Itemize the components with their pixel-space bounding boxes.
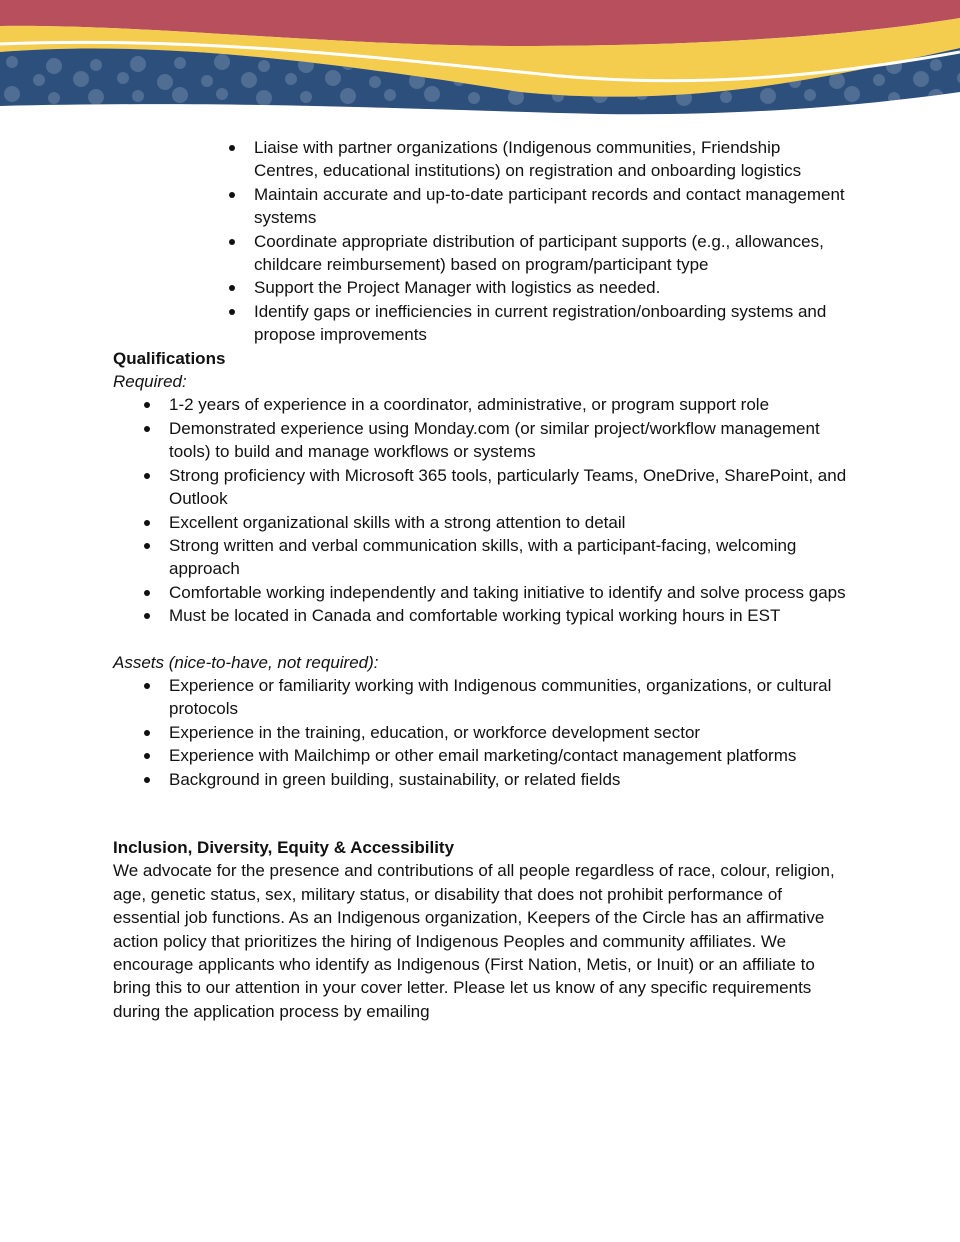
banner-dot (73, 71, 89, 87)
banner-dot (132, 90, 144, 102)
banner-dot (384, 89, 396, 101)
list-item: Strong proficiency with Microsoft 365 tools, particularly Teams, OneDrive, SharePoint, and Outlook (169, 464, 848, 511)
list-item: Support the Project Manager with logistics as needed. (254, 276, 848, 299)
qualifications-heading: Qualifications (113, 348, 226, 368)
list-item: Comfortable working independently and taking initiative to identify and solve process gaps (169, 581, 848, 604)
banner-dot (90, 59, 102, 71)
list-item: Excellent organizational skills with a strong attention to detail (169, 511, 848, 534)
banner-dot (930, 59, 942, 71)
banner-dot (468, 92, 480, 104)
banner-dot (873, 74, 885, 86)
banner-dot (804, 89, 816, 101)
banner-dot (216, 88, 228, 100)
banner-dot (4, 86, 20, 102)
banner-dot (117, 72, 129, 84)
list-item: Experience or familiarity working with Indigenous communities, organizations, or cultural protocols (169, 674, 848, 721)
inclusion-body: We advocate for the presence and contributions of all people regardless of race, colour, religion, age, genetic status, sex, military status, or disability that does not prohibit performance of essential job functions. As an Indigenous organization, Keepers of the Circle has an affirmative action policy that prioritizes the hiring of Indigenous Peoples and community affiliates. We encourage applicants who identify as Indigenous (First Nation, Metis, or Inuit) or an affiliate to bring this to our attention in your cover letter. Please let us know of any specific requirements during the application process by emailing (113, 861, 835, 1021)
banner-dot (928, 89, 944, 105)
document-body (113, 136, 848, 1023)
banner-dot (340, 88, 356, 104)
banner-dot (157, 74, 173, 90)
banner-dot (88, 89, 104, 105)
banner-dot (913, 71, 929, 87)
assets-list (113, 674, 848, 791)
banner-dot (48, 92, 60, 104)
header-banner (0, 0, 960, 125)
banner-dot (844, 86, 860, 102)
duties-list (113, 136, 848, 347)
spacer (113, 628, 848, 651)
list-item: Liaise with partner organizations (Indigenous communities, Friendship Centres, educational institutions) on registration and onboarding logistics (254, 136, 848, 183)
banner-dot (258, 60, 270, 72)
list-item: Identify gaps or inefficiencies in current registration/onboarding systems and propose improvements (254, 300, 848, 347)
banner-dot (760, 88, 776, 104)
list-item: Background in green building, sustainability, or related fields (169, 768, 848, 791)
banner-dot (130, 56, 146, 72)
banner-dot (325, 70, 341, 86)
list-item: Coordinate appropriate distribution of participant supports (e.g., allowances, childcare reimbursement) based on program/participant type (254, 230, 848, 277)
banner-dot (300, 91, 312, 103)
banner-dot (256, 90, 272, 106)
required-list (113, 393, 848, 627)
spacer (113, 791, 848, 836)
banner-dot (829, 73, 845, 89)
banner-dot (214, 54, 230, 70)
list-item: Strong written and verbal communication skills, with a participant-facing, welcoming approach (169, 534, 848, 581)
banner-dot (888, 92, 900, 104)
banner-dot (241, 72, 257, 88)
banner-dot (174, 57, 186, 69)
banner-dot (33, 74, 45, 86)
banner-dot (285, 73, 297, 85)
banner-dot (720, 91, 732, 103)
banner-dot (46, 58, 62, 74)
inclusion-heading: Inclusion, Diversity, Equity & Accessibility (113, 837, 455, 857)
banner-dot (6, 56, 18, 68)
list-item: Maintain accurate and up-to-date participant records and contact management systems (254, 183, 848, 230)
list-item: Experience in the training, education, or workforce development sector (169, 721, 848, 744)
banner-dot (201, 75, 213, 87)
banner-dot (172, 87, 188, 103)
banner-dot (424, 86, 440, 102)
list-item: Experience with Mailchimp or other email marketing/contact management platforms (169, 744, 848, 767)
list-item: Must be located in Canada and comfortable working typical working hours in EST (169, 604, 848, 627)
banner-dot (369, 76, 381, 88)
required-label: Required: (113, 372, 187, 392)
list-item: 1-2 years of experience in a coordinator, administrative, or program support role (169, 393, 848, 416)
assets-label: Assets (nice-to-have, not required): (113, 652, 379, 672)
list-item: Demonstrated experience using Monday.com (or similar project/workflow management tools) to build and manage workflows or systems (169, 417, 848, 464)
